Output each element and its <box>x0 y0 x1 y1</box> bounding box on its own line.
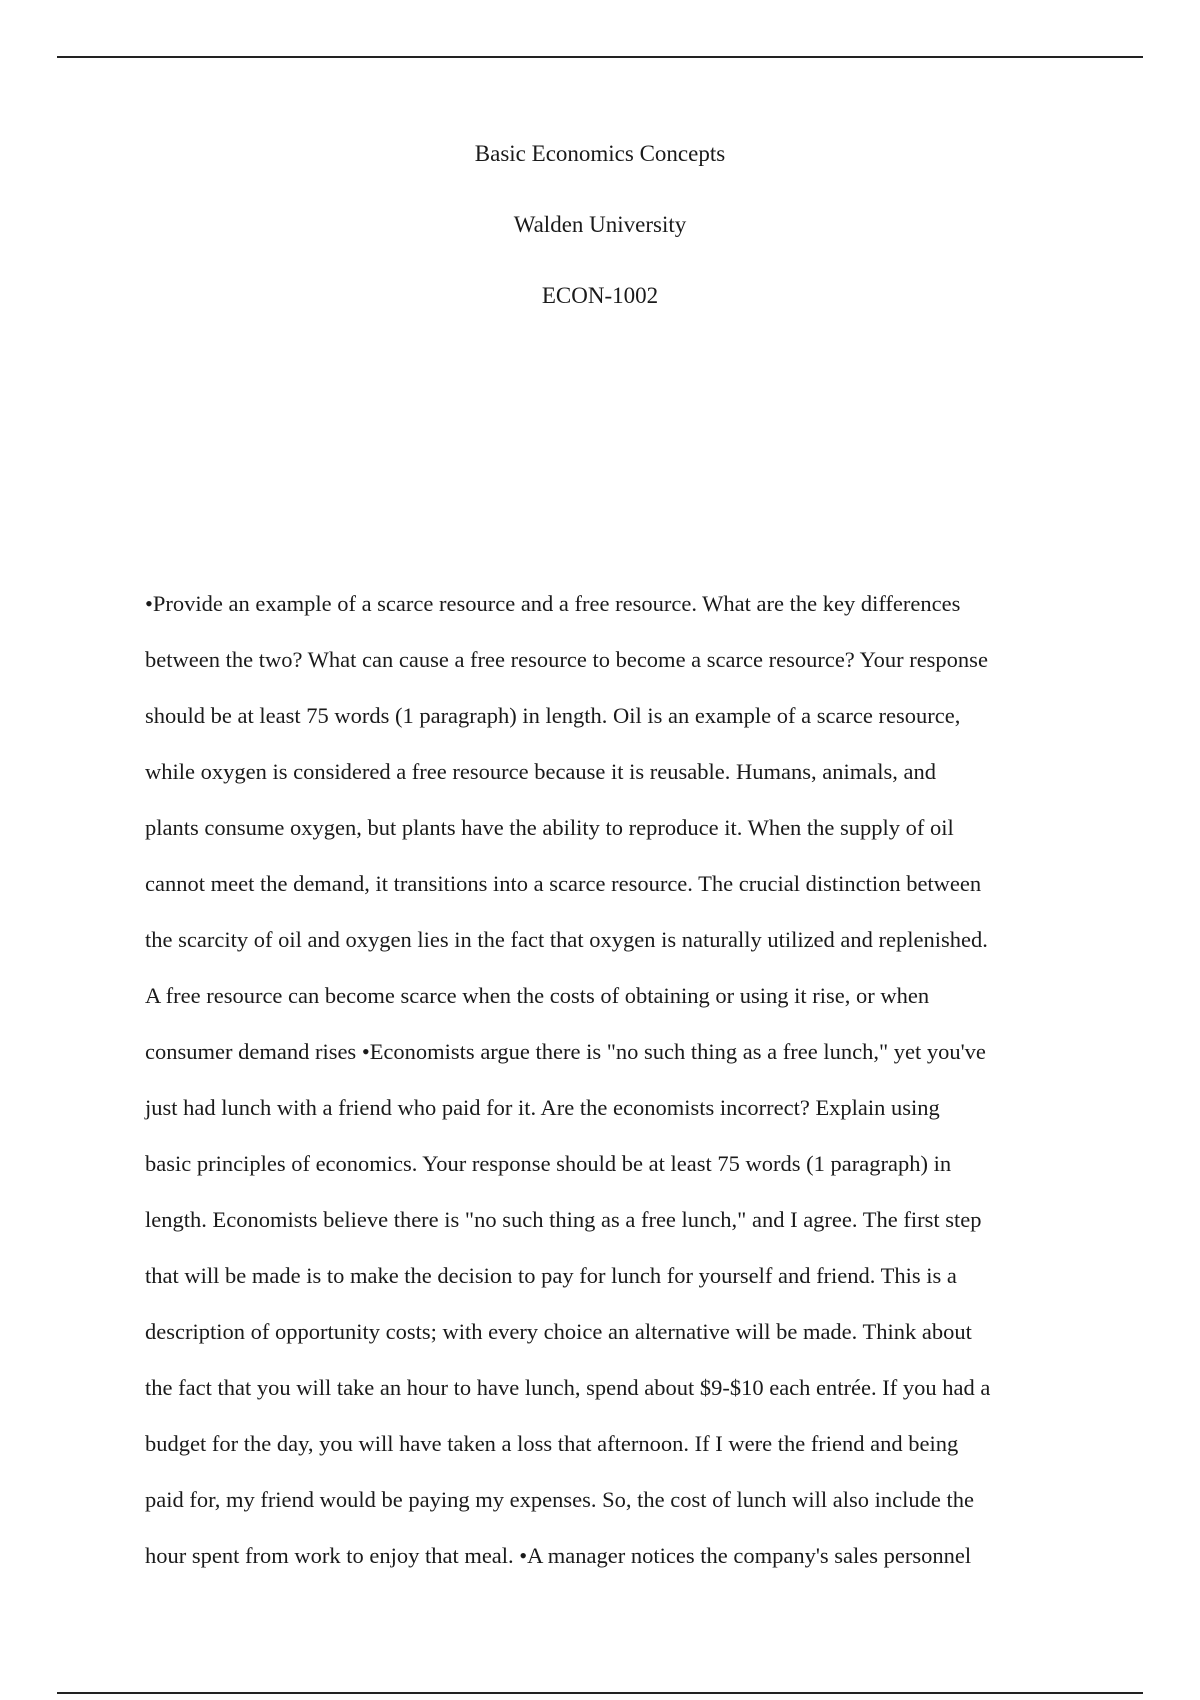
body-paragraph <box>145 576 1085 1584</box>
institution-name: Walden University <box>513 212 687 237</box>
top-rule <box>57 56 1143 58</box>
body-line: cannot meet the demand, it transitions into a scarce resource. The crucial distinction between <box>145 871 982 896</box>
course-code: ECON-1002 <box>541 283 659 308</box>
title-block <box>0 142 1200 355</box>
body-line: paid for, my friend would be paying my expenses. So, the cost of lunch will also include the <box>145 1487 974 1512</box>
body-line: should be at least 75 words (1 paragraph) in length. Oil is an example of a scarce resource, <box>145 703 961 728</box>
body-line: the fact that you will take an hour to have lunch, spend about $9-$10 each entrée. If you had a <box>145 1375 991 1400</box>
body-line: just had lunch with a friend who paid for it. Are the economists incorrect? Explain using <box>145 1095 940 1120</box>
body-line: hour spent from work to enjoy that meal. •A manager notices the company's sales personnel <box>145 1543 972 1568</box>
document-title: Basic Economics Concepts <box>474 141 726 166</box>
body-line: while oxygen is considered a free resource because it is reusable. Humans, animals, and <box>145 759 936 784</box>
body-line: •Provide an example of a scarce resource and a free resource. What are the key differences <box>145 591 961 616</box>
body-line: basic principles of economics. Your response should be at least 75 words (1 paragraph) in <box>145 1151 952 1176</box>
body-line: between the two? What can cause a free resource to become a scarce resource? Your response <box>145 647 988 672</box>
body-line: that will be made is to make the decision to pay for lunch for yourself and friend. This is a <box>145 1263 957 1288</box>
body-line: length. Economists believe there is "no such thing as a free lunch," and I agree. The first step <box>145 1207 982 1232</box>
body-line: plants consume oxygen, but plants have the ability to reproduce it. When the supply of oil <box>145 815 954 840</box>
body-line: the scarcity of oil and oxygen lies in the fact that oxygen is naturally utilized and replenished. <box>145 927 988 952</box>
body-line: A free resource can become scarce when the costs of obtaining or using it rise, or when <box>145 983 930 1008</box>
body-line: consumer demand rises •Economists argue there is "no such thing as a free lunch," yet you've <box>145 1039 986 1064</box>
body-line: description of opportunity costs; with every choice an alternative will be made. Think about <box>145 1319 972 1344</box>
body-line: budget for the day, you will have taken a loss that afternoon. If I were the friend and being <box>145 1431 959 1456</box>
bottom-rule <box>57 1692 1143 1694</box>
